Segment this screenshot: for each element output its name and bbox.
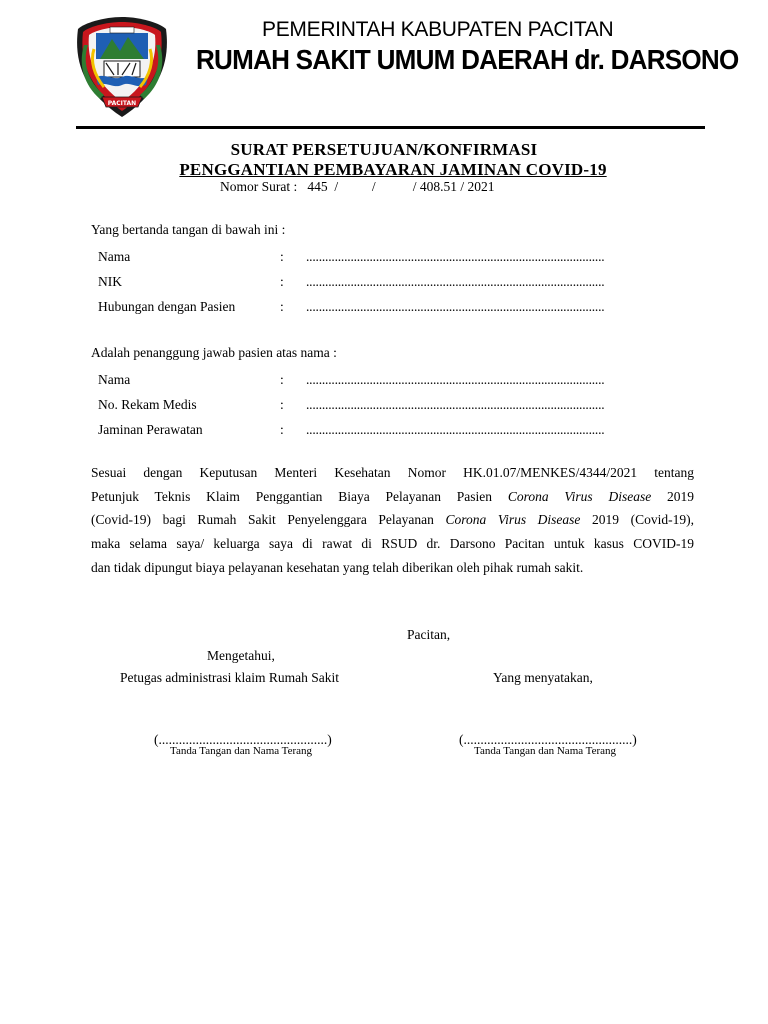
field-colon: :: [280, 274, 284, 289]
declarer-label: Yang menyatakan,: [493, 670, 593, 685]
statement-line: Sesuai dengan Keputusan Menteri Kesehatan Nomor HK.01.07/MENKES/4344/2021 tentang: [91, 465, 694, 480]
officer-signature-line: (..................................................): [154, 732, 332, 747]
field-label: NIK: [98, 274, 122, 289]
hospital-name: RUMAH SAKIT UMUM DAERAH dr. DARSONO: [196, 44, 739, 75]
officer-signature-caption: Tanda Tangan dan Nama Terang: [170, 745, 313, 757]
signer-intro: Yang bertanda tangan di bawah ini :: [91, 222, 286, 237]
field-label: Nama: [98, 249, 131, 264]
letter-number: Nomor Surat : 445 / / / 408.51 / 2021: [220, 179, 495, 194]
declarer-signature-caption: Tanda Tangan dan Nama Terang: [474, 745, 617, 757]
field-label: No. Rekam Medis: [98, 397, 197, 412]
field-blank: ..............................................................................................: [306, 422, 605, 437]
field-blank: ..............................................................................................: [306, 299, 605, 314]
declarer-signature-line: (..................................................): [459, 732, 637, 747]
field-blank: ..............................................................................................: [306, 372, 605, 387]
letter-subtitle: PENGGANTIAN PEMBAYARAN JAMINAN COVID-19: [179, 160, 607, 179]
field-blank: ..............................................................................................: [306, 397, 605, 412]
place-date: Pacitan,: [407, 627, 451, 642]
field-label: Hubungan dengan Pasien: [98, 299, 236, 314]
field-colon: :: [280, 422, 284, 437]
statement-line: maka selama saya/ keluarga saya di rawat di RSUD dr. Darsono Pacitan untuk kasus COVID-19: [91, 536, 694, 552]
field-label: Jaminan Perawatan: [98, 422, 203, 437]
field-blank: ..............................................................................................: [306, 274, 605, 289]
statement-paragraph: [91, 461, 694, 579]
svg-text:PACITAN: PACITAN: [107, 100, 137, 107]
field-colon: :: [280, 249, 284, 264]
statement-line: dan tidak dipungut biaya pelayanan kesehatan yang telah diberikan oleh pihak rumah sakit.: [91, 559, 584, 575]
header-divider: [76, 126, 705, 129]
field-colon: :: [280, 372, 284, 387]
statement-line: (Covid-19) bagi Rumah Sakit Penyelenggara Pelayanan Corona Virus Disease 2019 (Covid-19),: [91, 512, 694, 528]
patient-intro: Adalah penanggung jawab pasien atas nama :: [91, 345, 337, 360]
statement-line: Petunjuk Teknis Klaim Penggantian Biaya Pelayanan Pasien Corona Virus Disease 2019: [91, 488, 695, 504]
officer-label: Petugas administrasi klaim Rumah Sakit: [120, 670, 339, 685]
pacitan-regency-emblem-icon: [74, 15, 170, 119]
field-colon: :: [280, 397, 284, 412]
acknowledged-label: Mengetahui,: [207, 648, 275, 663]
field-colon: :: [280, 299, 284, 314]
field-label: Nama: [98, 372, 131, 387]
government-name: PEMERINTAH KABUPATEN PACITAN: [262, 18, 614, 41]
letter-title: SURAT PERSETUJUAN/KONFIRMASI: [230, 140, 538, 159]
field-blank: ..............................................................................................: [306, 249, 605, 264]
